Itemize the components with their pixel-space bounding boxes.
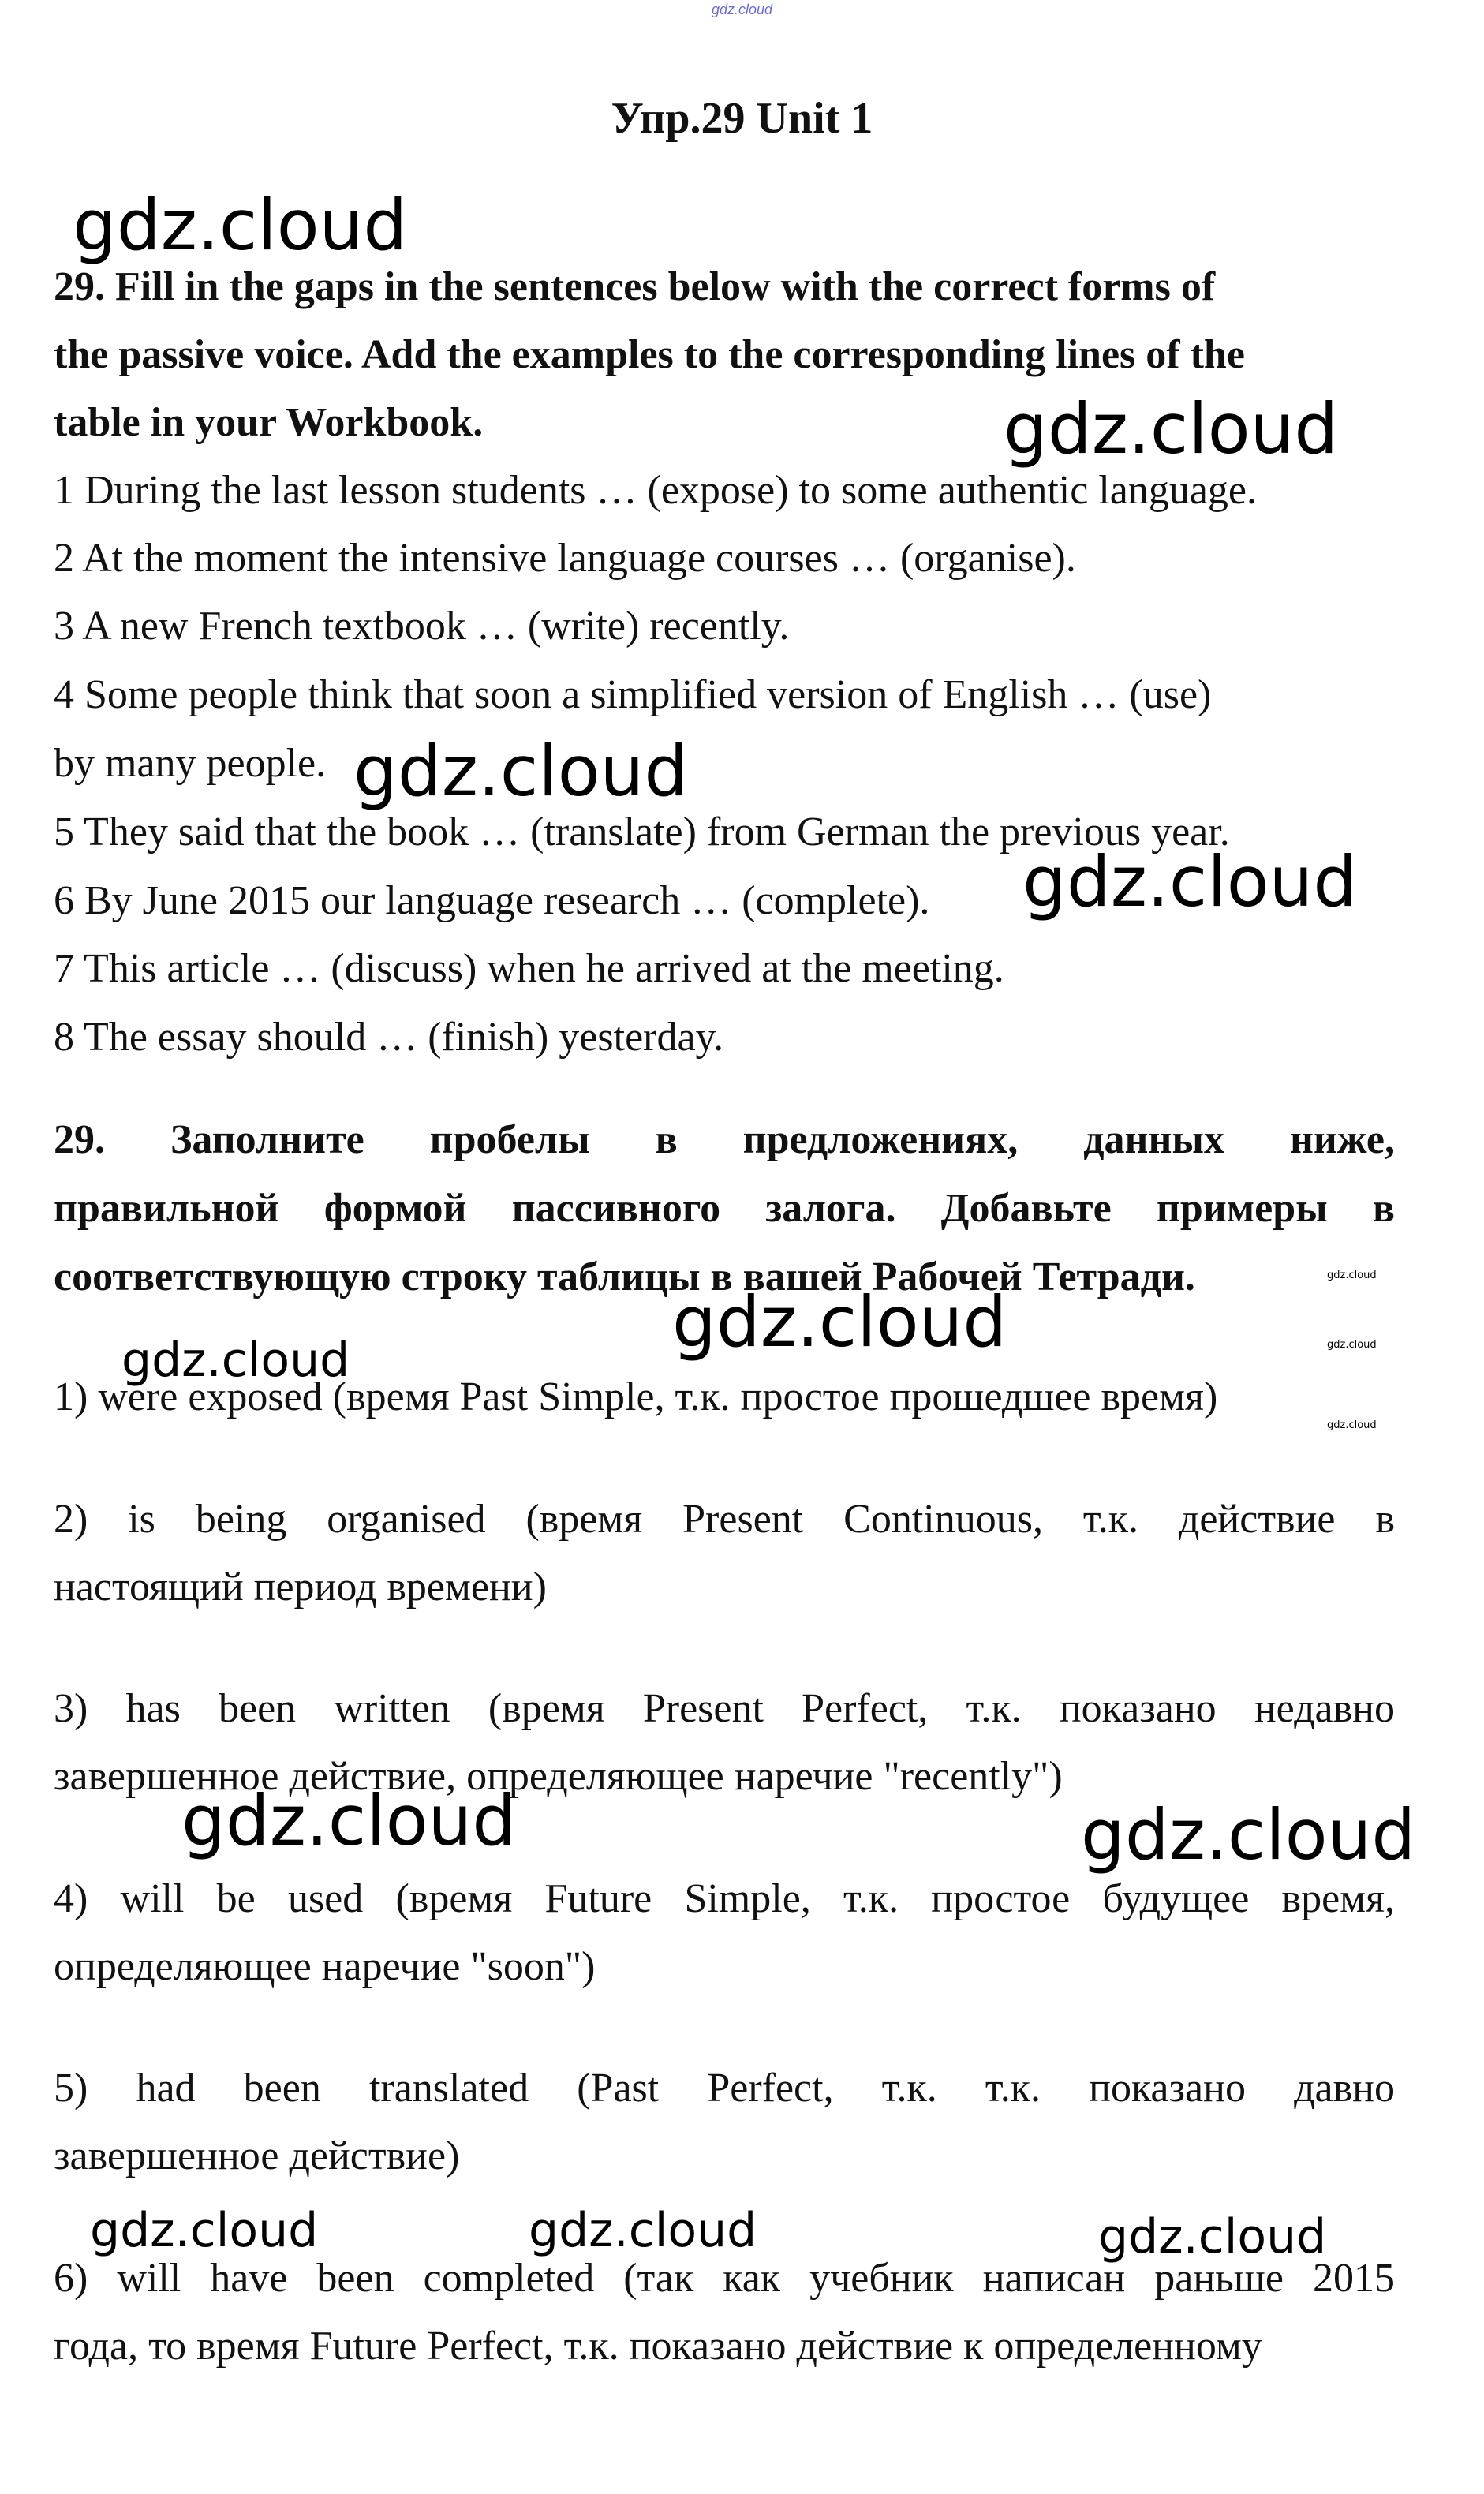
sentence-8: 8 The essay should … (finish) yesterday.: [54, 1015, 724, 1060]
answer-2-line-2: настоящий период времени): [54, 1565, 547, 1610]
watermark: gdz.cloud: [1081, 1794, 1416, 1875]
answer-4-line-1: 4) will be used (время Future Simple, т.к. простое будущее время,: [54, 1876, 1395, 1921]
sentence-1: 1 During the last lesson students … (expose) to some authentic language.: [54, 468, 1258, 513]
task-en-line-3: table in your Workbook.: [54, 400, 484, 445]
watermark: gdz.cloud: [1327, 1269, 1377, 1281]
watermark: gdz.cloud: [90, 2203, 319, 2258]
watermark: gdz.cloud: [353, 731, 689, 812]
answer-6-line-2: года, то время Future Perfect, т.к. показано действие к определенному: [54, 2324, 1262, 2369]
page-title: Упр.29 Unit 1: [611, 94, 873, 143]
watermark: gdz.cloud: [1022, 841, 1358, 922]
top-watermark: gdz.cloud: [711, 2, 773, 17]
watermark: gdz.cloud: [529, 2203, 757, 2258]
task-en-line-1: 29. Fill in the gaps in the sentences below with the correct forms of: [54, 264, 1216, 309]
watermark: gdz.cloud: [672, 1281, 1007, 1363]
watermark: gdz.cloud: [1327, 1339, 1377, 1351]
task-ru-line-3: соответствующую строку таблицы в вашей Рабочей Тетради.: [54, 1254, 1195, 1299]
task-ru-line-2: правильной формой пассивного залога. Добавьте примеры в: [54, 1186, 1395, 1231]
sentence-4-cont: by many people.: [54, 741, 327, 786]
watermark: gdz.cloud: [1098, 2209, 1327, 2264]
sentence-3: 3 A new French textbook … (write) recently.: [54, 604, 790, 649]
sentence-4: 4 Some people think that soon a simplified version of English … (use): [54, 672, 1212, 717]
watermark: gdz.cloud: [121, 1333, 350, 1388]
sentence-5: 5 They said that the book … (translate) from German the previous year.: [54, 810, 1230, 854]
sentence-7: 7 This article … (discuss) when he arrived at the meeting.: [54, 946, 1004, 991]
watermark: gdz.cloud: [1004, 388, 1339, 469]
answer-3-line-2: завершенное действие, определяющее наречие "recently"): [54, 1754, 1063, 1799]
answer-5-line-2: завершенное действие): [54, 2133, 460, 2178]
task-ru-line-1: 29. Заполните пробелы в предложениях, данных ниже,: [54, 1117, 1395, 1162]
sentence-6: 6 By June 2015 our language research … (complete).: [54, 878, 930, 923]
watermark: gdz.cloud: [181, 1780, 517, 1861]
watermark: gdz.cloud: [73, 185, 408, 266]
sentence-2: 2 At the moment the intensive language courses … (organise).: [54, 536, 1076, 581]
answer-2-line-1: 2) is being organised (время Present Continuous, т.к. действие в: [54, 1497, 1395, 1542]
watermark: gdz.cloud: [1327, 1419, 1377, 1431]
answer-5-line-1: 5) had been translated (Past Perfect, т.к. т.к. показано давно: [54, 2066, 1395, 2111]
answer-4-line-2: определяющее наречие "soon"): [54, 1944, 596, 1989]
answer-3-line-1: 3) has been written (время Present Perfect, т.к. показано недавно: [54, 1686, 1395, 1731]
answer-6-line-1: 6) will have been completed (так как учебник написан раньше 2015: [54, 2256, 1395, 2301]
answer-1: 1) were exposed (время Past Simple, т.к. простое прошедшее время): [54, 1374, 1218, 1419]
task-en-line-2: the passive voice. Add the examples to the corresponding lines of the: [54, 332, 1245, 377]
